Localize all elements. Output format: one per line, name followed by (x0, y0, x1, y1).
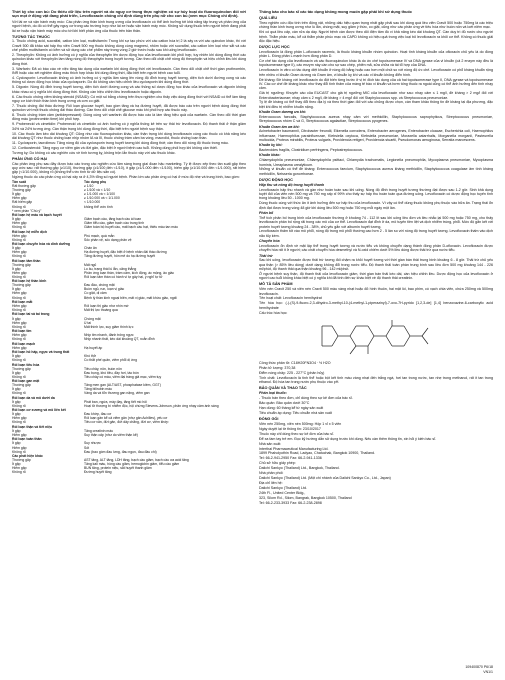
reaction-cell: Sốc phản vệ, sốc dạng phản vệ (84, 237, 132, 242)
reaction-cell: Ù tai (84, 320, 91, 325)
organ-class: Rối loạn mạch (12, 341, 36, 346)
reaction-cell: Hoại tử thượng bì nhiễm độc, hội chứng Stevens-Johnson, phản ứng nhạy cảm ánh sáng (84, 403, 219, 408)
paragraph: 9. Probenecid và cimetidin: Probenecid và cimetidin có ảnh hưởng có ý nghĩa thống kê trên sự thải trừ levofloxacin. Độ thanh thải ở thận giảm 34% và 24% tương ứng. Cần thận trọng khi dùng đồng thời, đặc biệt trên người bệnh suy thận. (12, 122, 246, 131)
paragraph: 10. Các thuốc làm kéo dài khoảng QT: Cũng như các fluoroquinolon khác, cần thận trọng khi dùng levofloxacin cùng các thuốc có khả năng kéo dài khoảng QT như thuốc chống loạn nhịp nhóm IA và III, thuốc chống trầm cảm ba vòng, macrolid, thuốc chống loạn thần. (12, 131, 246, 140)
frequency-cell: Hiếm gặp (12, 445, 27, 450)
frequency-cell: Không rõ (12, 337, 26, 342)
paragraph: Daiichi Sankyo (Thailand) Ltd. (Một chi nhánh của Daiichi Sankyo Co., Ltd., Japan) (259, 476, 391, 481)
paragraph: 4. Cyclosporin: Levofloxacin không có ảnh hưởng có ý nghĩa lâm sàng lên nồng độ đỉnh trong huyết tương, diện tích dưới đường cong và các thông số dược động học khác của cyclosporin. Do đó không cần hiệu chỉnh liều cyclosporin khi dùng đồng thời. (12, 75, 246, 85)
paragraph: Tên hóa học: (-)-(S)-9-fluoro-2,3-dihydro-3-methyl-10-(4-methyl-1-piperazinyl)-7-oxo-7H-pyrido [1,2,3-de] [1,4] benzoxazine-6-carboxylic acid hemihydrate (259, 301, 493, 310)
reaction-cell: Đau (bao gồm đau lưng, đau ngực, đau đầu chi) (84, 449, 157, 454)
paragraph: 24th Fl., United Center Bldg., (259, 490, 306, 495)
structure-bond (422, 336, 428, 344)
reaction-cell: Mất thính lực, suy giảm thính lực (84, 324, 134, 329)
organ-class: Rối loạn thận và tiết niệu (12, 424, 53, 429)
organ-class: Rối loạn hệ thần kinh (12, 279, 47, 284)
frequency-cell: Không rõ (12, 470, 26, 475)
reaction-cell: < 1/10.000 (84, 200, 101, 205)
paragraph: Cơ chế tác dụng của levofloxacin và các fluoroquinolon khác là do ức chế topoisomerase IV và DNA gyrase của vi khuẩn (cả 2 enzym này đều là topoisomerase type II), các enzym này cần cho sự sao chép, phiên mã, sửa chữa và tái tổ hợp của DNA. (259, 59, 493, 68)
frequency-cell: Hiếm gặp (12, 416, 27, 421)
structure-bond (350, 336, 356, 346)
frequency-cell: Ít gặp (12, 399, 21, 404)
paragraph: Công thức phân tử: C18H20FN3O4 · ½ H2O (259, 361, 331, 365)
frequency-cell: Không rõ (12, 254, 26, 259)
paragraph: Tỷ lệ đề kháng có thể thay đổi theo địa lý và theo thời gian đối với các chủng được chọn, cần tham khảo thông tin đề kháng tại địa phương, đặc biệt khi điều trị nhiễm khuẩn nặng. (259, 100, 493, 109)
structure-bond (332, 336, 338, 346)
reaction-cell: Phản ứng loạn thần, trầm cảm, kích động, ác mộng, ảo giác (84, 270, 175, 275)
paragraph: 2. Theophylin: Không có ảnh hưởng có ý nghĩa của theophylin lên dược động học của levofloxacin khi phối hợp, tuy nhiên khi dùng đồng thời các quinolon khác với theophylin làm tăng nồng độ theophylin trong huyết tương. Cần theo dõi chặt chẽ nồng độ theophylin và hiệu chỉnh liều khi dùng đồng thời. (12, 53, 246, 66)
organ-class: Các phát hiện khác (12, 453, 43, 458)
paragraph: Theo nghiên cứu độc tính trên động vật, những dấu hiệu quan trọng nhất gặp phải sau khi dùng quá liều viên Cravit 500 hoặc 750mg là các triệu chứng thần kinh trung ương như lú lẫn, chóng mặt, suy giảm ý thức, co giật, cũng như các phản ứng về tiêu hóa như buồn nôn và loét niêm mạc. (259, 20, 493, 30)
structure-bond (386, 336, 392, 346)
frequency-cell: Không rõ (12, 374, 26, 379)
paragraph: Thuốc này chỉ dùng theo sự kê đơn của bác sĩ. (259, 431, 335, 436)
paragraph: Cấu trúc hóa học: (259, 310, 288, 315)
frequency-cell: Ít gặp (12, 316, 21, 321)
reaction-cell: Tăng đường huyết, hôn mê do hạ đường huyết (84, 254, 156, 259)
paragraph: Tel: 66-2-233-3933 Fax: 66-2-238-2898 (259, 500, 322, 505)
frequency-cell: Thường gặp (12, 188, 31, 193)
frequency-cell: Không rõ (12, 295, 26, 300)
frequency-cell: Không rõ (12, 449, 26, 454)
paragraph: Acinetobacter baumannii, Citrobacter freundii, Eikenella corrodens, Enterobacter aerogenes, Enterobacter cloacae, Escherichia coli, Haemophilus influenzae, Haemophilus parainfluenzae, Klebsiella oxytoca, Klebsiella pneumoniae, Moraxella catarrhalis, Morganella morganii, Pasteurella multocida, Proteus mirabilis, Proteus vulgaris, Providencia rettgeri, Providencia stuartii, Pseudomonas aeruginosa, Serratia marcescens. (259, 129, 493, 142)
paragraph: Levofloxacin là đồng phân L-ofloxacin racemic, là thuốc kháng khuẩn nhóm quinolon. Hoạt tính kháng khuẩn của ofloxacin chủ yếu là do đồng phân L. Đồng phân L mạnh hơn đồng phân D. (259, 49, 493, 59)
frequency-cell: Ít gặp (12, 192, 21, 197)
frequency-cell: Ít gặp (12, 217, 21, 222)
reaction-cell: Đường huyết tăng (84, 470, 112, 475)
paragraph: 1. Thuốc chống acid, sucralfat, cation kim loại, multivitamin: Trong khi sự tạo phức với các cation hóa trị 2 là xảy ra với các quinolon khác, thì với Cravit 500 đã khảo sát hấp thụ viên Cravit 500 mg thuốc không dùng cùng magnesi, nhôm hoặc với sucralfat, các cation kim loại như sắt và các chế phẩm multivitamin có kẽm và sử dụng các chế phẩm này trong vòng 2 giờ trước hoặc sau khi uống levofloxacin. (12, 39, 246, 53)
reaction-cell: Tiêu chảy có máu, viêm đại tràng giả mạc, viêm tụy (84, 374, 162, 379)
paragraph: Tên hoạt chất: Levofloxacin hemihydrat (259, 296, 322, 301)
left-text-blocks (12, 10, 246, 180)
reaction-cell: Tiêu chảy, nôn, buồn nôn (84, 366, 122, 371)
reaction-cell: ≥ 1/100 và < 1/10 (84, 188, 111, 193)
frequency-cell: Ít gặp (12, 266, 21, 271)
paragraph: Viên nén Cravit 250 và viên nén Cravit 500 màu vàng nhạt hoặc đỏ hình thuôn, hai mặt lồi, bao phim, có vạch chia viên, chứa 250mg và 500mg levofloxacin. (259, 287, 493, 296)
paragraph: - Thuốc bán theo đơn, chỉ dùng theo sự kê đơn của bác sĩ. (259, 396, 353, 401)
frequency-cell: Thường gặp (12, 262, 31, 267)
paragraph: Địa chỉ liên hệ: (259, 481, 283, 486)
reaction-cell: Lo âu, trạng thái lú lẫn, căng thẳng (84, 266, 137, 271)
sub-heading: Phân bố (259, 211, 274, 216)
frequency-cell: Không rõ (12, 420, 26, 425)
frequency-cell: Ít gặp (12, 387, 21, 392)
organ-class: Rối loạn gan mật (12, 379, 40, 384)
frequency-cell: Hiếm gặp (12, 291, 27, 296)
paragraph: Levofloxacin hấp thu nhanh và gần như hoàn toàn sau khi uống. Nồng độ đỉnh trong huyết tương thường đạt được sau 1-2 giờ. Sinh khả dụng tuyệt đối của viên nén 500 mg và 750 mg xấp xỉ 99% cho thấy sự hấp thu hoàn toàn qua đường uống. Levofloxacin có dược động học tuyến tính trong khoảng liều 50 - 1000 mg. (259, 187, 493, 201)
paragraph: Tương kỵ: Do không có các nghiên cứu về tính tương kỵ, không trộn lẫn thuốc này với các thuốc khác. (12, 150, 176, 155)
frequency-cell: Không rõ (12, 324, 26, 329)
right-text-blocks (259, 10, 493, 505)
paragraph: Ngày duyệt lại tờ thông tin: 23/10/2017 (259, 426, 321, 431)
sub-heading: Chuyển hóa (259, 239, 280, 244)
reaction-cell: Đau đầu, chóng mặt (84, 283, 115, 288)
left-column (12, 10, 246, 674)
frequency-cell: Hiếm gặp (12, 345, 27, 350)
section-heading: MÔ TẢ SẢN PHẨM (259, 282, 293, 287)
paragraph: Thông báo cho bác sĩ các tác dụng không mong muốn gặp phải khi sử dụng thuốc (259, 10, 413, 14)
document-code: 109400870 P6/18 (465, 665, 493, 670)
reaction-cell: ≥ 1/10 (84, 184, 94, 189)
structure-bond (368, 336, 374, 346)
paragraph: Bacteroides fragilis, Clostridium perfringens, Peptostreptococcus. (259, 148, 363, 153)
sub-heading: Phân loại thuốc: (259, 391, 287, 396)
paragraph: Giá trị ngưỡng: Khuyến cáo của EUCAST cho giá trị ngưỡng MIC của levofloxacin như sau: nhạy cảm ≤ 1 mg/l, đề kháng > 2 mg/l đối với Enterobacteriaceae; nhạy cảm ≤ 2 mg/l, đề kháng > 4 mg/l đối với Staphylococcus spp. và Streptococcus pneumoniae. (259, 91, 493, 100)
reaction-cell: Giảm bạch cầu, tăng bạch cầu ái toan (84, 217, 142, 222)
organ-class: Rối loạn chuyển hóa và dinh dưỡng (12, 242, 70, 247)
structure-bond (350, 326, 356, 336)
reaction-cell: Mất thị lực thoáng qua (84, 308, 118, 313)
frequency-cell: * xem phần "Chú ý" (12, 208, 42, 213)
frequency-cell: Tần suất (12, 180, 26, 185)
frequency-cell: Ít gặp (12, 441, 21, 446)
frequency-cell: Thường gặp (12, 366, 31, 371)
reaction-cell: Nhịp nhanh thất, kéo dài khoảng QT, xoắn đỉnh (84, 337, 155, 342)
frequency-cell: Không rõ (12, 225, 26, 230)
reaction-cell: Phát ban, ngứa, mày đay, tăng tiết mồ hôi (84, 399, 147, 404)
frequency-cell: Ít gặp (12, 354, 21, 359)
reaction-cell: không thể ước tính (84, 204, 113, 209)
reaction-cell: Chóng mặt (84, 316, 101, 321)
paragraph: Để xa tầm tay trẻ em. Đọc kỹ hướng dẫn sử dụng trước khi dùng. Nếu cần thêm thông tin, xin hỏi ý kiến bác sĩ. (259, 436, 437, 441)
paragraph: Levofloxacin in vitro có tác dụng diệt khuẩn ở nồng độ bằng hoặc cao hơn một chút so với nồng độ ức chế. Levofloxacin có phổ kháng khuẩn rộng trên nhiều vi khuẩn Gram dương và Gram âm, vi khuẩn kỵ khí và các vi khuẩn không điển hình. (259, 68, 493, 77)
frequency-cell: Hiếm gặp (12, 233, 27, 238)
structure-bond (368, 326, 374, 336)
sub-heading: Hấp thu và nồng độ trong huyết thanh (259, 183, 325, 188)
frequency-cell: Không rõ (12, 308, 26, 313)
paragraph: Levofloxacin ổn định về mặt lập thể trong huyết tương và nước tiểu và không chuyển dạng thành đồng phân D-ofloxacin. Levofloxacin được chuyển hóa rất ít ở người; các chất chuyển hóa desmethyl và N-oxid chiếm dưới 5% liều dùng được thải trừ qua nước tiểu. (259, 243, 493, 253)
paragraph: Thời kỳ cho con bú: Do thiếu dữ liệu trên người và do nguy cơ trong thực nghiệm có sự hủy hoại do fluoroquinolon đối với sụn mọt ở động vật đang phát triển, Levofloxacin chống chỉ định dùng trên phụ nữ cho con bú (xem mục Chống chỉ định). (12, 10, 246, 19)
paragraph: Ngừng thuốc do các phản ứng có hại xảy ra ở 4,3% tổng số người bệnh. Phần lớn các phản ứng có hại ở mức độ nhẹ và trung bình, bao gồm: (12, 175, 240, 180)
levofloxacin-structure-icon (316, 318, 436, 358)
frequency-cell: Ít gặp (12, 428, 21, 433)
paragraph: Daiichi Sankyo (Thailand) Ltd., Bangkok, Thailand. (259, 466, 340, 471)
reaction-cell: Hạ đường huyết, đặc biệt ở bệnh nhân đái tháo đường (84, 250, 167, 255)
paragraph: Chủ sở hữu giấy phép: (259, 461, 296, 466)
frequency-cell: Hiếm gặp (12, 196, 27, 201)
reaction-cell: Co thắt phế quản, viêm phổi dị ứng (84, 358, 137, 363)
paragraph: Enterococcus faecalis, Staphylococcus aureus nhạy cảm với methicillin, Staphylococcus saprophyticus, Streptococcus pneumoniae, Streptococcus nhóm C và G, Streptococcus agalactiae, Streptococcus pyogenes. (259, 114, 493, 124)
reaction-cell: Tiêu cơ vân, đứt gân, đứt dây chằng, đứt cơ, viêm khớp (84, 420, 169, 425)
reaction-cell: Chán ăn (84, 246, 97, 251)
reaction-cell: Khó thở (84, 354, 97, 359)
frequency-cell: Ít gặp (12, 412, 21, 417)
section-heading: DƯỢC ĐỘNG HỌC (259, 177, 293, 182)
organ-class: Rối loạn toàn thân (12, 437, 42, 442)
reaction-cell: Đau bụng, khó tiêu, đầy hơi, táo bón (84, 370, 139, 375)
reaction-cell: Rối loạn gân kể cả viêm gân (như gân Achilles), yếu cơ (84, 416, 168, 421)
right-column (259, 10, 493, 670)
paragraph: 12. Corticosteroid: Tăng nguy cơ viêm gân và đứt gân, đặc biệt ở người bệnh cao tuổi. Không dùng phối hợp khi không cần thiết. (12, 145, 218, 150)
structure-bond (404, 336, 410, 346)
sub-heading: Thải trừ (259, 253, 273, 258)
paragraph: Tiêu chuẩn áp dụng: Tiêu chuẩn nhà sản xuất (259, 410, 332, 415)
structure-bond (422, 328, 428, 336)
frequency-cell: Không rõ (12, 403, 26, 408)
reaction-cell: ≥ 1/1.000 và < 1/100 (84, 192, 115, 197)
section-heading: ĐÓNG GÓI (259, 416, 279, 421)
reaction-cell: ≥ 1/10.000 và < 1/1.000 (84, 196, 120, 201)
organ-class: Rối loạn tâm thần (12, 258, 41, 263)
paragraph: Ở người bệnh suy thận, độ thanh thải của levofloxacin giảm, thời gian bán thải kéo dài, cần hiệu chỉnh liều. Dược động học của levofloxacin ở người cao tuổi không khác biệt có ý nghĩa khi đã tính đến sự khác biệt về độ thanh thải creatinin. (259, 271, 493, 281)
paragraph: Đề kháng: Đề kháng với levofloxacin do đột biến từng bước ở vị trí đích tác dụng của cả hai topoisomerase type II, DNA gyrase và topoisomerase IV. Các cơ chế đề kháng khác như thay đổi tính thấm của màng tế bào vi khuẩn và bơm tống thuốc ra ngoài cũng có thể ảnh hưởng đến tính nhạy cảm. (259, 77, 493, 91)
paragraph: Điểm nóng chảy: 225 - 227°C (phân hủy) (259, 370, 325, 375)
paragraph: 7. Thuốc chống đái tháo đường: Rối loạn glucose huyết, bao gồm tăng và hạ đường huyết, đã được báo cáo trên người bệnh dùng đồng thời quinolon với một thuốc chống đái tháo đường. Cần theo dõi chặt chẽ glucose máu khi phối hợp các thuốc này. (12, 103, 246, 113)
leaflet-footer (465, 665, 493, 674)
reaction-cell: Suy nhược (84, 441, 101, 446)
reaction-cell: Mất ngủ (84, 262, 97, 267)
paragraph: Những vi khuẩn có thể đề kháng: Enterococcus faecium, Staphylococcus aureus kháng methicillin, Staphylococcus coagulase âm tính kháng methicillin, Neisseria gonorrhoeae. (259, 167, 493, 176)
section-heading: QUÁ LIỀU (259, 15, 278, 20)
structure-bond (350, 346, 356, 354)
reaction-cell: Đau khớp, đau cơ (84, 412, 112, 417)
frequency-cell: Thường gặp (12, 458, 31, 463)
reaction-cell: Tăng men gan (ALT/AST, phosphatase kiềm, GGT) (84, 383, 161, 388)
frequency-cell: Ít gặp (12, 462, 21, 467)
reaction-cell: Rối loạn thị giác như nhìn mờ (84, 304, 129, 308)
organ-class: Rối loạn mắt (12, 299, 33, 304)
frequency-cell: Rất hiếm gặp (12, 200, 33, 205)
sub-heading: Khuẩn khác: (259, 153, 281, 158)
section-heading: PHẢN ỨNG CÓ HẠI (12, 156, 48, 161)
reaction-cell: Tăng creatinin máu (84, 428, 114, 433)
paragraph: Sau khi uống, levofloxacin được thải trừ tương đối chậm ra khỏi huyết tương với thời gian bán thải trung bình khoảng 6 - 8 giờ. Thải trừ chủ yếu qua thận (> 85% liều dùng) dưới dạng không đổi trong nước tiểu. Độ thanh thải toàn phần trung bình sau liều đơn 500 mg khoảng 144 - 226 ml/phút, độ thanh thải qua thận khoảng 96 - 142 ml/phút. (259, 258, 493, 271)
structure-bond (332, 326, 338, 336)
paragraph: Các phản ứng phụ sau đây được báo cáo trong các nghiên cứu lâm sàng trong giai đoạn hậu marketing. Tỷ lệ được xếp theo tần suất gặp theo quy ước sau: rất thường gặp (≥1/10), thường gặp (≥1/100 đến <1/10), ít gặp (≥1/1.000 đến <1/100), hiếm gặp (≥1/10.000 đến <1/1.000), rất hiếm gặp (<1/10.000), không rõ (không thể ước tính từ dữ liệu sẵn có). (12, 161, 246, 175)
paragraph: Daiichi Sankyo (Thailand) Ltd. (259, 486, 307, 491)
paragraph: 6. Các thuốc chống viêm không steroid (NSAID): Có một số bằng chứng trên thực nghiệm cho thấy việc dùng đồng thời với NSAID có thể làm tăng nguy cơ kích thích thần kinh trung ương và cơn co giật. (12, 94, 246, 103)
organ-class: Rối loạn tai và tai trong (12, 312, 50, 317)
sub-heading: Khuẩn Gram âm ưa khí: (259, 124, 300, 129)
reaction-cell: Giảm tiểu cầu, giảm bạch cầu trung tính (84, 221, 145, 226)
reaction-cell: Hạ huyết áp (84, 345, 103, 350)
paragraph: Khi có quá liều cấp, cần rửa dạ dày. Người bệnh cần được theo dõi điện tâm đồ vì khả năng kéo dài khoảng QT. Cần duy trì đủ nước cho người bệnh. Thẩm phân máu, kể cả thẩm phân phúc mạc và CAPD không có hiệu quả trong việc loại bỏ levofloxacin ra khỏi cơ thể. Không có thuốc giải độc đặc hiệu. (259, 30, 493, 43)
paragraph: Chlamydophila pneumoniae, Chlamydophila psittaci, Chlamydia trachomatis, Legionella pneumophila, Mycoplasma pneumoniae, Mycoplasma hominis, Ureaplasma urealyticum. (259, 158, 493, 167)
frequency-cell: Thường gặp (12, 383, 31, 388)
sub-heading: Khuẩn kỵ khí: (259, 143, 283, 148)
frequency-cell: Hiếm gặp (12, 270, 27, 275)
paragraph: Nhà phân phối: (259, 471, 284, 476)
reaction-cell: Phù mạch, quá mẫn (84, 233, 115, 238)
organ-class: Rối loạn tiêu hóa (12, 362, 40, 367)
reaction-cell: Buồn ngủ, run, loạn vị giác (84, 287, 125, 292)
structure-bond (404, 326, 410, 336)
reaction-cell: Tăng bilirubin máu (84, 387, 112, 392)
paragraph: Viên nén 250mg, viên nén 500mg: Hộp 1 vỉ x 5 viên (259, 421, 342, 426)
sub-heading: Khuẩn Gram dương ưa khí: (259, 110, 307, 115)
frequency-cell: Ít gặp (12, 287, 21, 292)
reaction-cell: Nhịp tim nhanh, đánh trống ngực (84, 333, 134, 338)
paragraph: 323, Silom Rd., Silom, Bangrak, Bangkok 10500, Thailand (259, 495, 352, 500)
frequency-cell: Không rõ (12, 204, 26, 209)
paragraph: Phân tử lượng: 370,38 (259, 365, 296, 370)
organ-class: Rối loạn hệ miễn dịch (12, 229, 48, 234)
paragraph: Tel: 66-2-941-2950 Fax: 66-2-941-1336 (259, 456, 322, 461)
paragraph: Hạn dùng: 60 tháng kể từ ngày sản xuất (259, 406, 324, 411)
paragraph: Nhà sản xuất: (259, 441, 282, 446)
paragraph: 11. Cyclosporin, tacrolimus: Tăng nồng độ của cyclosporin trong huyết tương khi dùng đồng thời; cần theo dõi nồng độ thuốc trong máu. (12, 140, 229, 145)
paragraph: Bảo quản: Bảo quản dưới 30°C (259, 401, 310, 406)
reaction-cell: Tăng kali máu, hồng cầu giảm, hemoglobin giảm, tiểu cầu giảm (84, 462, 180, 467)
paragraph: Với lái xe và vận hành máy móc: Các phản ứng thần kinh trung ương của levofloxacin có thể ảnh hưởng tới khả năng tập trung và phản ứng của người bệnh, do đó có thể gây nguy cơ trong các trường hợp như lái xe hoặc vận hành máy móc. Không sử dụng thuốc trên người bệnh đang phải lái xe hoặc vận hành máy móc cho tới khi biết phản ứng của thuốc trên bản thân. (12, 19, 246, 33)
reaction-cell: Giảm toàn bộ huyết cầu, mất bạch cầu hạt, thiếu máu tan máu (84, 225, 178, 230)
reaction-cell: Tác dụng phụ (84, 180, 107, 185)
reaction-cell: Bệnh lý thần kinh ngoại biên, mất vị giác, mất khứu giác, ngất (84, 295, 177, 300)
paragraph: 1899 Phaholyothin Road, Ladyao, Chatuchak, Bangkok 10900, Thailand. (259, 451, 376, 456)
paragraph: Tính chất: Levofloxacin là tinh thể hoặc bột kết tinh màu vàng nhạt đến trắng ngà, hơi tan trong nước, tan nhẹ trong methanol, rất ít tan trong ethanol. Độ hòa tan trong nước phụ thuộc vào pH. (259, 375, 493, 385)
organ-class: Rối loạn hệ máu và bạch huyết (12, 213, 62, 218)
reaction-cell: AST tăng, ALT tăng, LDH tăng, bạch cầu giảm, bạch cầu ưa acid tăng (84, 458, 189, 463)
paragraph: 3. Warfarin: Đã có báo cáo về việc tăng tác dụng của warfarin khi dùng đồng thời với levofloxacin. Cần theo dõi chặt chẽ thời gian prothrombin, INR hoặc các xét nghiệm đông máu thích hợp khác khi dùng đồng thời, đặc biệt trên người bệnh cao tuổi. (12, 66, 246, 76)
section-heading: BẢO QUẢN VÀ THAO TÁC (259, 386, 307, 391)
paragraph: Dùng thuốc cùng với thức ăn ít ảnh hưởng đến sự hấp thu của levofloxacin. Vì vậy có thể dùng thuốc không phụ thuộc vào bữa ăn. Trạng thái ổn định đạt được trong vòng 48 giờ khi dùng liều 500 mg hoặc 750 mg mỗi ngày một lần. (259, 201, 493, 210)
reaction-cell: Co giật, dị cảm (84, 291, 107, 296)
frequency-cell: Thường gặp (12, 283, 31, 288)
table-row (12, 470, 246, 474)
frequency-cell: Không rõ (12, 237, 26, 242)
frequency-cell: Hiếm gặp (12, 250, 27, 255)
frequency-cell: Hiếm gặp (12, 333, 27, 338)
paragraph: 8. Thuốc chống trầm cảm (antidepressant): Dùng cùng với warfarin đã được báo cáo là làm tăng hiệu quả của warfarin. Cần theo dõi thời gian đông máu (prothrombin time) khi phối hợp. (12, 113, 246, 122)
organ-class: Rối loạn tim (12, 329, 32, 334)
structure-bond (386, 326, 392, 336)
adverse-events-table (12, 180, 246, 474)
frequency-cell: Ít gặp (12, 246, 21, 251)
frequency-cell: Không rõ (12, 358, 26, 363)
chemical-structure (259, 317, 493, 359)
organ-class: Rối loạn da và mô dưới da (12, 395, 55, 400)
frequency-cell: Không rõ (12, 274, 26, 279)
frequency-cell: Rất thường gặp (12, 184, 36, 189)
organ-class: Rối loạn cơ xương và mô liên kết (12, 408, 66, 413)
frequency-cell: Không rõ (12, 391, 26, 396)
frequency-cell: Ít gặp (12, 370, 21, 375)
paragraph: Thể tích phân bố trung bình của levofloxacin thường ở khoảng 74 - 112 lít sau khi uống liều đơn và liều nhắc lại 500 mg hoặc 750 mg, cho thấy levofloxacin phân bố rộng rãi trong các mô của cơ thể. Levofloxacin đạt đỉnh ở da, mô tuyến tiền liệt và dịch nhiễm trùng, phổi. Mức độ gắn kết với protein huyết tương khoảng 24 - 38%, chủ yếu gắn với albumin huyết tương. (259, 215, 493, 229)
reaction-cell: Vàng da và tổn thương gan nặng, viêm gan (84, 391, 150, 396)
paragraph: Interthai Pharmaceutical Manufacturing Ltd. (259, 446, 329, 451)
section-heading: TƯƠNG TÁC THUỐC (12, 34, 50, 39)
organ-class: Rối loạn hô hấp, ngực và trung thất (12, 350, 70, 355)
reaction-cell: Suy thận cấp (như do viêm thận kẽ) (84, 432, 138, 437)
paragraph: Levofloxacin thấm tốt vào mô phổi, nồng độ trong mô phổi thường cao hơn 2 - 5 lần so với nồng độ trong huyết tương. Levofloxacin thấm vào dịch não tủy kém. (259, 229, 493, 238)
reaction-cell: BUN tăng, protein niệu, sắt huyết thanh giảm (84, 466, 152, 471)
frequency-cell: Hiếm gặp (12, 304, 27, 308)
paragraph: 5. Digoxin: Nồng độ đỉnh trong huyết tương, diện tích dưới đường cong và các thông số dược động học khác của levofloxacin và digoxin không khác nhau có ý nghĩa khi dùng đồng thời. Không cần hiệu chỉnh liều levofloxacin hoặc digoxin. (12, 85, 246, 94)
frequency-cell: Hiếm gặp (12, 221, 27, 226)
section-heading: DƯỢC LỰC HỌC (259, 44, 290, 49)
frequency-cell: Hiếm gặp (12, 432, 27, 437)
page-code: VN1/1 (483, 669, 493, 674)
reaction-cell: Rối loạn tâm thần có hành vi tự gây hại, ý nghĩ tự tử (84, 274, 163, 279)
reaction-cell: Sốt (84, 445, 90, 450)
frequency-cell: Hiếm gặp (12, 466, 27, 471)
frequency-cell: Hiếm gặp (12, 320, 27, 325)
